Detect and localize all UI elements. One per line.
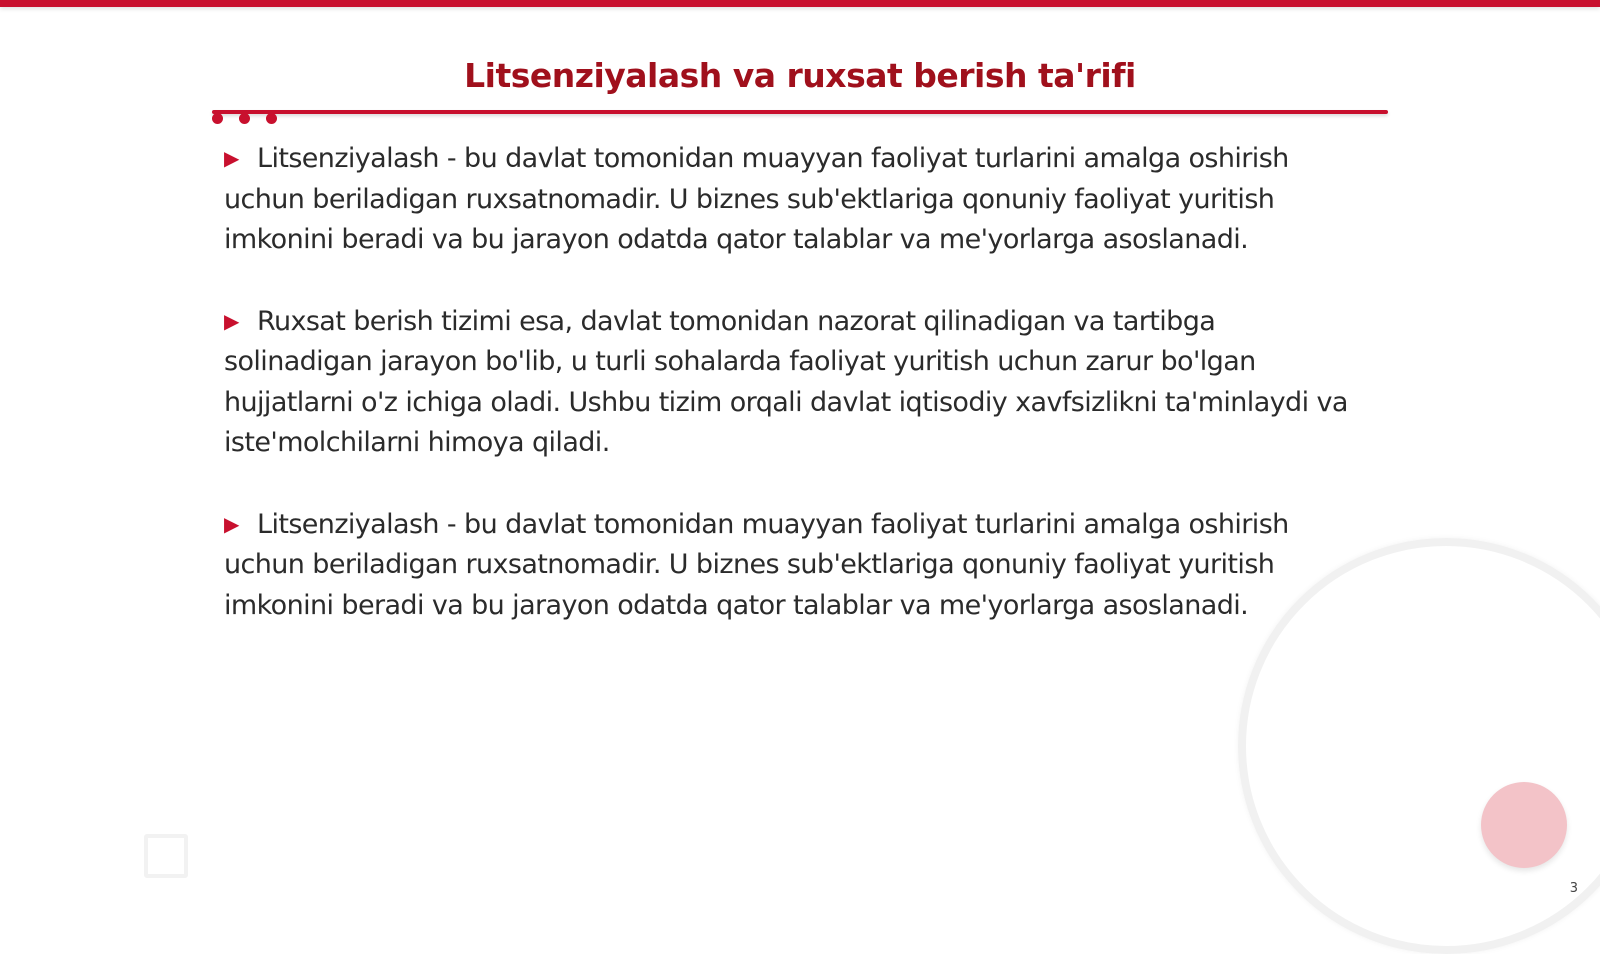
page-number: 3: [1569, 881, 1578, 896]
bullet-paragraph: [224, 504, 1364, 627]
paragraph-text: Litsenziyalash - bu davlat tomonidan muayyan faoliyat turlarini amalga oshirish uchun beriladigan ruxsatnomadir. U biznes sub'ektlariga qonuniy faoliyat yuritish imkonini beradi va bu jarayon odatda qator talablar va me'yorlarga asoslanadi.: [224, 143, 1289, 255]
decoration-dot: [266, 113, 277, 124]
title-underline: [212, 110, 1388, 114]
slide-title: Litsenziyalash va ruxsat berish ta'rifi: [464, 56, 1136, 95]
decoration-dot: [239, 113, 250, 124]
paragraph-text: Ruxsat berish tizimi esa, davlat tomonidan nazorat qilinadigan va tartibga solinadigan jarayon bo'lib, u turli sohalarda faoliyat yuritish uchun zarur bo'lgan hujjatlarni o'z ichiga oladi. Ushbu tizim orqali davlat iqtisodiy xavfsizlikni ta'minlaydi va iste'molchilarni himoya qiladi.: [224, 305, 1348, 458]
bullet-paragraph: [224, 138, 1364, 261]
decoration-dot: [212, 113, 223, 124]
decorative-pink-circle: [1481, 782, 1567, 868]
bullet-arrow-icon: ▶: [224, 146, 239, 170]
bullet-arrow-icon: ▶: [224, 308, 239, 333]
paragraph-text: Litsenziyalash - bu davlat tomonidan muayyan faoliyat turlarini amalga oshirish uchun beriladigan ruxsatnomadir. U biznes sub'ektlariga qonuniy faoliyat yuritish imkonini beradi va bu jarayon odatda qator talablar va me'yorlarga asoslanadi.: [224, 508, 1289, 621]
bullet-paragraph: [224, 301, 1364, 464]
top-accent-bar: [0, 0, 1600, 7]
slide-body: [224, 138, 1364, 666]
bullet-arrow-icon: ▶: [224, 511, 239, 536]
decorative-square: [144, 834, 188, 878]
